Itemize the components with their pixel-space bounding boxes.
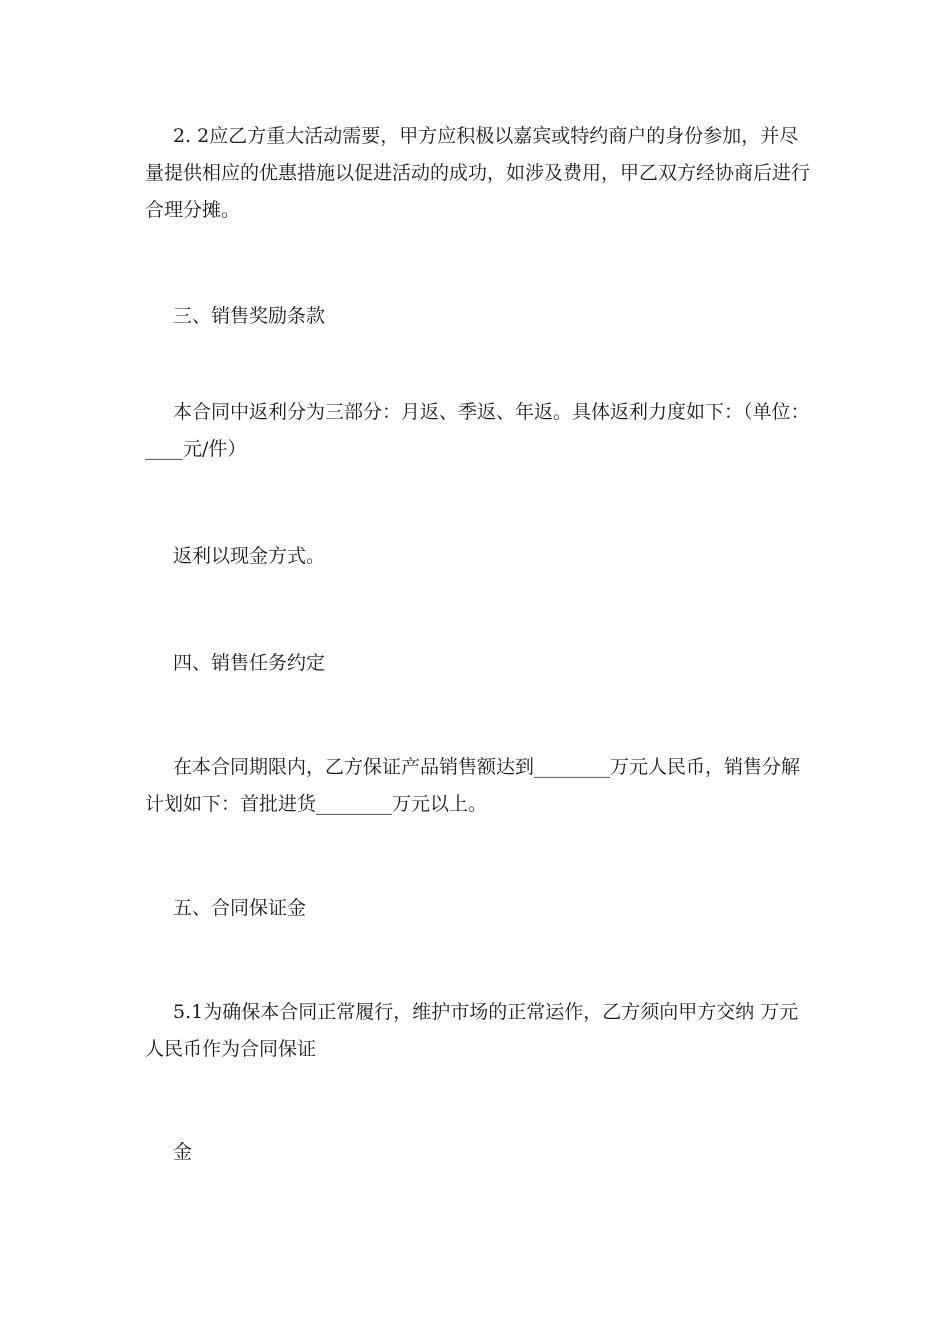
clause-5-1-paragraph: 5.1为确保本合同正常履行，维护市场的正常运作，乙方须向甲方交纳 万元人民币作为合同保证 [145,1001,799,1060]
section-5-heading: 五、合同保证金 [173,897,307,919]
sales-target-paragraph: 在本合同期限内，乙方保证产品销售额达到________万元人民币，销售分解计划如下：首批进货________万元以上。 [145,756,801,815]
rebate-description-paragraph: 本合同中返利分为三部分：月返、季返、年返。具体返利力度如下：（单位：____元/件） [145,401,810,460]
section-3-heading: 三、销售奖励条款 [173,305,326,327]
clause-2-2-paragraph: 2. 2应乙方重大活动需要，甲方应积极以嘉宾或特约商户的身份参加，并尽量提供相应的优惠措施以促进活动的成功，如涉及费用，甲乙双方经协商后进行合理分摊。 [145,125,811,221]
deposit-continuation-paragraph: 金 [173,1141,193,1163]
rebate-method-paragraph: 返利以现金方式。 [173,545,326,567]
section-4-heading: 四、销售任务约定 [173,652,326,674]
